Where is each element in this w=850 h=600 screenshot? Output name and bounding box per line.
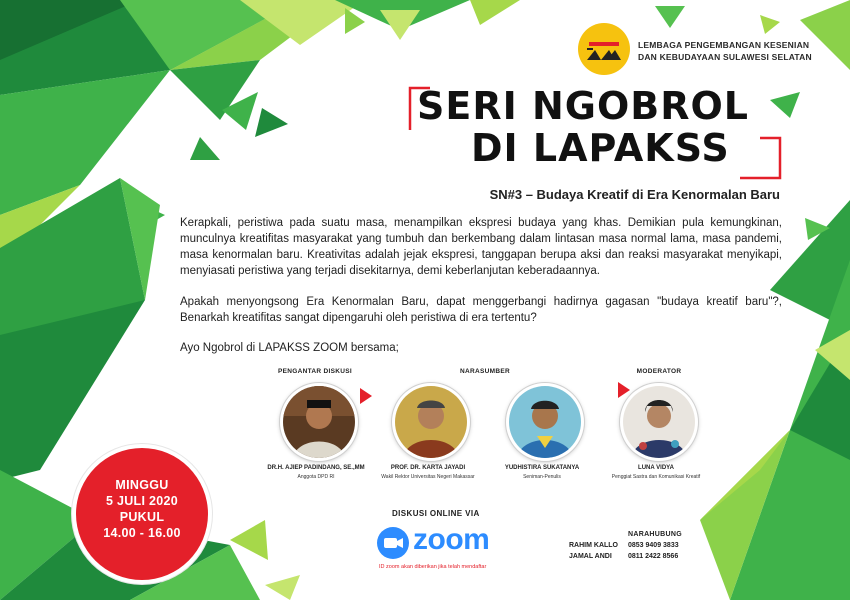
contact-name: RAHIM KALLO xyxy=(569,542,618,549)
speaker-photo-3 xyxy=(506,383,584,461)
schedule-date: 5 JULI 2020 xyxy=(105,494,179,508)
organization-logo xyxy=(577,22,631,76)
role-label-intro: PENGANTAR DISKUSI xyxy=(278,368,352,375)
role-label-moderator: MODERATOR xyxy=(636,368,682,375)
organization-name-line2: DAN KEBUDAYAAN SULAWESI SELATAN xyxy=(638,52,812,62)
online-label: DISKUSI ONLINE VIA xyxy=(392,509,480,518)
invite-paragraph: Ayo Ngobrol di LAPAKSS ZOOM bersama; xyxy=(180,342,399,354)
event-title xyxy=(409,86,781,180)
role-label-speakers: NARASUMBER xyxy=(460,368,510,375)
speaker-desc-3: Seniman-Penulis xyxy=(523,474,561,480)
question-paragraph: Apakah menyongsong Era Kenormalan Baru, dapat menggerbangi hadirnya gagasan "budaya kreatif baru"?, Benarkah kreatifitas sangat dipengaruhi oleh peristiwa di era tertentu? xyxy=(180,296,782,324)
zoom-camera-icon xyxy=(377,527,409,559)
schedule-day: MINGGU xyxy=(115,478,169,492)
speaker-desc-4: Penggiat Sastra dan Komunikasi Kreatif xyxy=(611,474,701,480)
schedule-time: 14.00 - 16.00 xyxy=(103,526,181,540)
speaker-photo-2 xyxy=(392,383,470,461)
speaker-name-4: LUNA VIDYA xyxy=(638,465,674,471)
title-line-1: SERI NGOBROL xyxy=(417,84,749,128)
contact-phone: 0811 2422 8566 xyxy=(628,553,679,560)
speaker-photo-4 xyxy=(620,383,698,461)
contact-name: JAMAL ANDI xyxy=(569,553,612,560)
speaker-photo-1 xyxy=(280,383,358,461)
title-line-2: DI LAPAKSS xyxy=(471,126,730,170)
event-subtitle: SN#3 – Budaya Kreatif di Era Kenormalan Baru xyxy=(489,187,780,202)
zoom-wordmark: zoom xyxy=(413,523,490,556)
intro-paragraph: Kerapkali, peristiwa pada suatu masa, menampilkan ekspresi budaya yang khas. Demikian pula kemungkinan, munculnya kreatifitas masyarakat yang tumbuh dan berkembang dalam lintasan masa normal lama, masa pandemi, masa kenormalan baru. Kreativitas adalah jejak ekspresi, tanggapan berupa aksi dan reaksi masyarakat menyikapi, menyiasati peristiwa yang terjadi disekitarnya, demi keberlanjutan keberadaannya. xyxy=(180,217,782,277)
schedule-badge xyxy=(76,448,208,580)
speaker-name-1: DR.H. AJIEP PADINDANG, SE.,MM xyxy=(267,465,365,471)
organization-name-line1: LEMBAGA PENGEMBANGAN KESENIAN xyxy=(638,40,810,50)
speaker-desc-2: Wakil Rektor Universitas Negeri Makassar xyxy=(381,474,475,480)
contact-row xyxy=(569,553,678,560)
contact-phone: 0853 9409 3833 xyxy=(628,542,679,549)
zoom-id-note: ID zoom akan diberikan jika telah mendaftar xyxy=(379,564,487,570)
contact-label: NARAHUBUNG xyxy=(628,531,682,538)
contact-row xyxy=(569,542,679,549)
speaker-name-3: YUDHISTIRA SUKATANYA xyxy=(504,465,580,471)
speaker-name-2: PROF. DR. KARTA JAYADI xyxy=(390,465,466,471)
schedule-time-label: PUKUL xyxy=(119,510,165,524)
speaker-desc-1: Anggota DPD RI xyxy=(297,474,335,480)
